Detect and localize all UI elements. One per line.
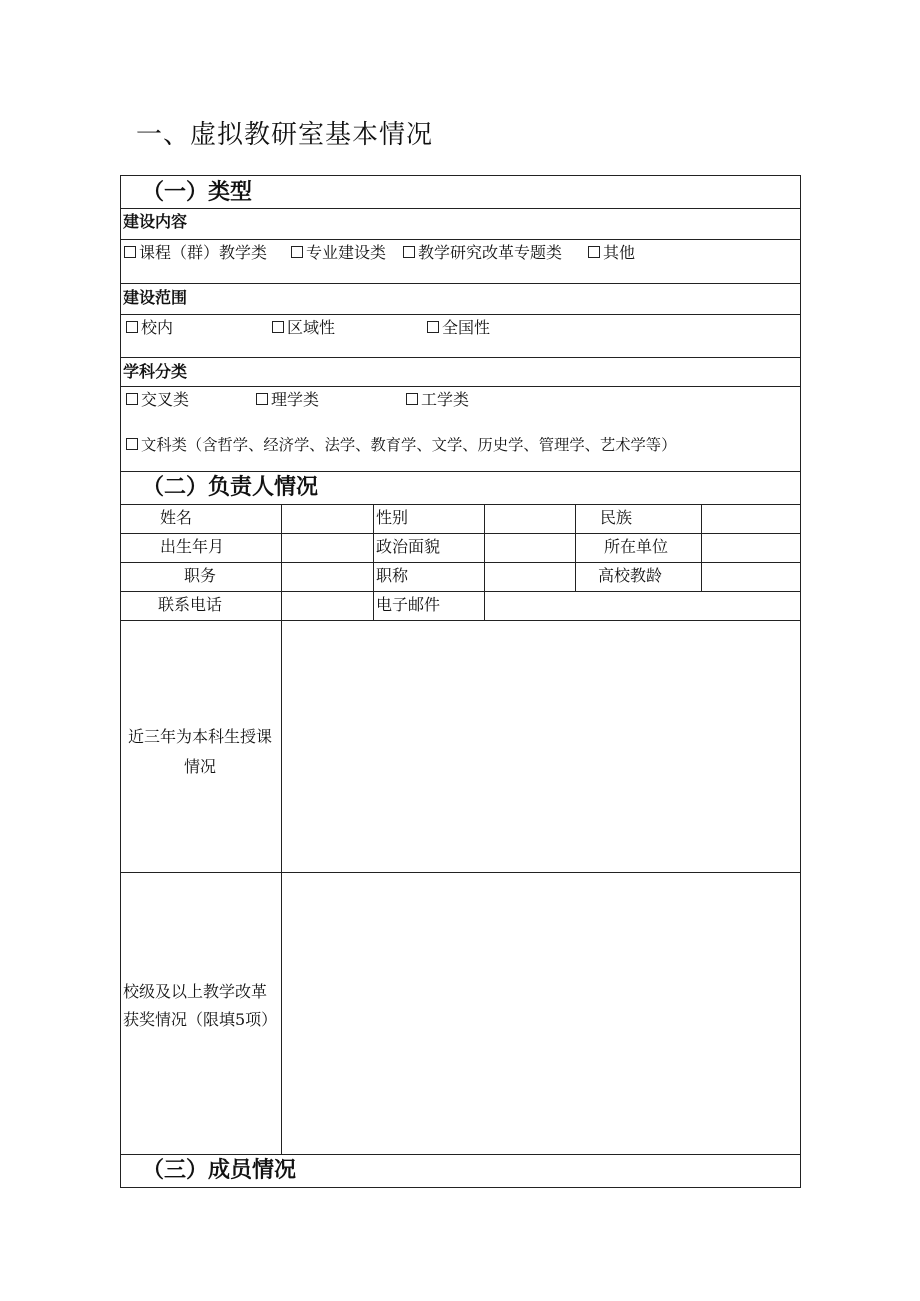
checkbox-engineering[interactable]: [406, 393, 418, 405]
section-heading-leader: （二）负责人情况: [142, 475, 319, 500]
checkbox-science[interactable]: [256, 393, 268, 405]
label-unit: 所在单位: [604, 537, 669, 556]
table-rule: [120, 533, 801, 534]
label-name: 姓名: [160, 508, 193, 527]
label-teaching-recent: 近三年为本科生授课情况: [127, 727, 272, 776]
checkbox-national[interactable]: [427, 321, 439, 333]
table-rule: [484, 504, 485, 620]
table-rule: [281, 504, 282, 1154]
checkbox-research[interactable]: [403, 246, 415, 258]
checkbox-campus[interactable]: [126, 321, 138, 333]
table-rule: [120, 562, 801, 563]
checkbox-course[interactable]: [124, 246, 136, 258]
option-major: 专业建设类: [306, 243, 387, 262]
table-rule: [120, 1154, 801, 1155]
table-rule: [120, 208, 801, 209]
section-heading-members: （三）成员情况: [142, 1158, 297, 1183]
option-national: 全国性: [442, 318, 491, 337]
option-science: 理学类: [271, 390, 320, 409]
table-rule: [120, 283, 801, 284]
label-phone: 联系电话: [158, 595, 223, 614]
option-campus: 校内: [141, 318, 174, 337]
table-rule: [575, 504, 576, 591]
content-label: 建设内容: [123, 212, 188, 231]
table-rule: [701, 504, 702, 591]
checkbox-major[interactable]: [291, 246, 303, 258]
table-rule: [120, 239, 801, 240]
table-rule: [120, 504, 801, 505]
section-heading-type: （一）类型: [142, 180, 253, 205]
checkbox-liberal-arts[interactable]: [126, 438, 138, 450]
option-regional: 区域性: [287, 318, 336, 337]
table-rule: [373, 504, 374, 620]
label-email: 电子邮件: [376, 595, 441, 614]
option-other: 其他: [603, 243, 636, 262]
label-political: 政治面貌: [376, 537, 441, 556]
label-gender: 性别: [376, 508, 409, 527]
label-ethnicity: 民族: [600, 508, 633, 527]
option-course: 课程（群）教学类: [139, 243, 268, 262]
option-liberal-arts: 文科类（含哲学、经济学、法学、教育学、文学、历史学、管理学、艺术学等）: [141, 436, 677, 454]
checkbox-regional[interactable]: [272, 321, 284, 333]
label-teaching-years: 高校教龄: [598, 566, 663, 585]
table-rule: [120, 471, 801, 472]
table-rule: [120, 386, 801, 387]
discipline-label: 学科分类: [123, 362, 188, 381]
label-position: 职务: [184, 566, 217, 585]
table-rule: [120, 620, 801, 621]
label-birth: 出生年月: [160, 537, 225, 556]
label-title: 职称: [376, 566, 409, 585]
table-rule: [120, 357, 801, 358]
table-rule: [120, 314, 801, 315]
option-engineering: 工学类: [421, 390, 470, 409]
checkbox-other[interactable]: [588, 246, 600, 258]
table-rule: [120, 591, 801, 592]
option-cross: 交叉类: [141, 390, 190, 409]
option-research: 教学研究改革专题类: [418, 243, 563, 262]
page-title: 一、虚拟教研室基本情况: [136, 120, 434, 150]
scope-label: 建设范围: [123, 288, 188, 307]
checkbox-cross[interactable]: [126, 393, 138, 405]
table-rule: [120, 872, 801, 873]
label-awards: 校级及以上教学改革获奖情况（限填5项）: [123, 982, 278, 1029]
